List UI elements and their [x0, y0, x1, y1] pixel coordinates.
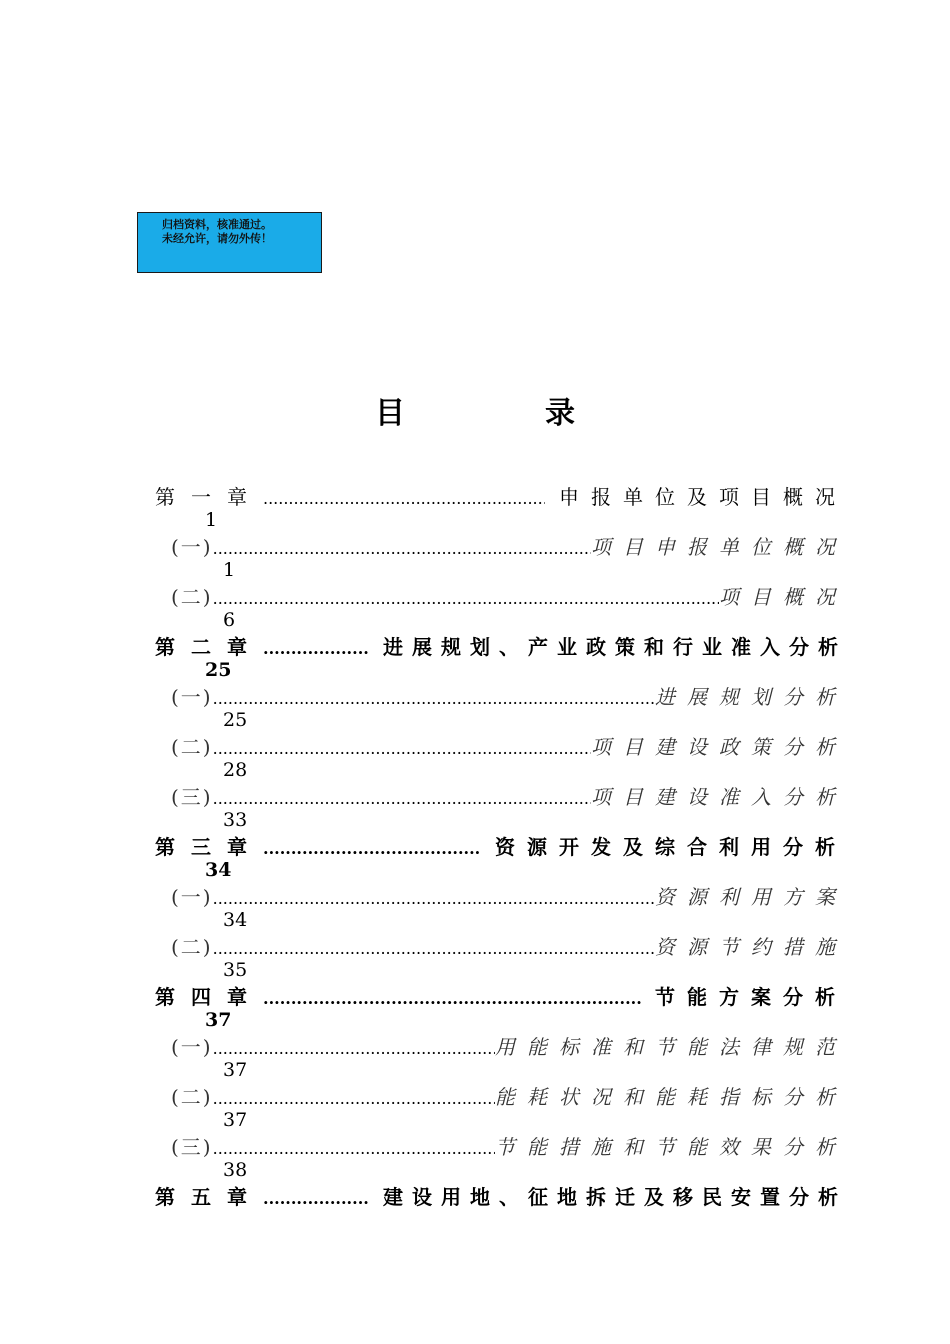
table-of-contents	[155, 480, 847, 1230]
entry-title: 项目概况	[719, 585, 847, 609]
leader-dots	[213, 732, 591, 766]
toc-entry-section[interactable]	[155, 680, 847, 730]
entry-title: 节能措施和节能效果分析	[495, 1135, 847, 1159]
entry-page: 6	[223, 609, 236, 631]
leader-dots	[263, 1182, 369, 1216]
toc-entry-section[interactable]	[155, 530, 847, 580]
entry-title: 节能方案分析	[655, 985, 847, 1009]
entry-title: 能耗状况和能耗指标分析	[495, 1085, 847, 1109]
entry-title: 进展规划分析	[655, 685, 847, 709]
leader-dots	[213, 932, 655, 966]
entry-title: 申报单位及项目概况	[559, 485, 847, 509]
entry-lead: (三)	[171, 1135, 213, 1159]
leader-dots	[213, 1082, 495, 1116]
entry-page: 1	[205, 509, 218, 531]
entry-page: 37	[223, 1059, 248, 1081]
toc-entry-section[interactable]	[155, 880, 847, 930]
stamp-line-1: 归档资料，核准通过。	[162, 218, 272, 231]
entry-page: 35	[223, 959, 248, 981]
toc-entry-chapter[interactable]	[155, 1180, 847, 1230]
entry-page: 25	[223, 709, 248, 731]
leader-dots	[263, 482, 545, 516]
toc-entry-chapter[interactable]	[155, 980, 847, 1030]
entry-lead: (一)	[171, 885, 213, 909]
toc-entry-section[interactable]	[155, 1130, 847, 1180]
entry-title: 进展规划、产业政策和行业准入分析	[383, 635, 847, 659]
entry-title: 项目建设政策分析	[591, 735, 847, 759]
entry-lead: 第四章	[155, 985, 263, 1009]
toc-entry-section[interactable]	[155, 1030, 847, 1080]
entry-page: 37	[223, 1109, 248, 1131]
toc-entry-section[interactable]	[155, 1080, 847, 1130]
leader-dots	[213, 1132, 495, 1166]
leader-dots	[263, 832, 481, 866]
entry-page: 38	[223, 1159, 248, 1181]
leader-dots	[213, 1032, 495, 1066]
entry-title: 资源利用方案	[655, 885, 847, 909]
entry-lead: (二)	[171, 1085, 213, 1109]
entry-page: 33	[223, 809, 248, 831]
archive-stamp	[137, 212, 322, 273]
entry-lead: (二)	[171, 735, 213, 759]
leader-dots	[213, 532, 591, 566]
entry-lead: 第一章	[155, 485, 263, 509]
leader-dots	[263, 982, 641, 1016]
entry-lead: 第三章	[155, 835, 263, 859]
entry-page: 37	[205, 1009, 232, 1031]
entry-page: 34	[223, 909, 248, 931]
toc-heading	[0, 388, 950, 432]
entry-page: 34	[205, 859, 232, 881]
entry-page: 25	[205, 659, 232, 681]
stamp-line-2: 未经允许，请勿外传！	[162, 232, 272, 245]
entry-title: 资源节约措施	[655, 935, 847, 959]
leader-dots	[263, 632, 369, 666]
leader-dots	[213, 882, 655, 916]
leader-dots	[213, 582, 719, 616]
entry-title: 资源开发及综合利用分析	[495, 835, 847, 859]
entry-lead: (二)	[171, 935, 213, 959]
toc-entry-chapter[interactable]	[155, 630, 847, 680]
toc-entry-section[interactable]	[155, 780, 847, 830]
toc-heading-char-2: 录	[545, 396, 575, 431]
entry-lead: (三)	[171, 785, 213, 809]
entry-title: 用能标准和节能法律规范	[495, 1035, 847, 1059]
toc-entry-section[interactable]	[155, 730, 847, 780]
entry-page: 28	[223, 759, 248, 781]
leader-dots	[213, 782, 591, 816]
toc-entry-chapter[interactable]	[155, 830, 847, 880]
entry-lead: (一)	[171, 685, 213, 709]
entry-lead: (一)	[171, 535, 213, 559]
entry-lead: (一)	[171, 1035, 213, 1059]
entry-title: 建设用地、征地拆迁及移民安置分析	[383, 1185, 847, 1209]
entry-lead: 第五章	[155, 1185, 263, 1209]
entry-title: 项目申报单位概况	[591, 535, 847, 559]
toc-entry-section[interactable]	[155, 930, 847, 980]
entry-title: 项目建设准入分析	[591, 785, 847, 809]
leader-dots	[213, 682, 655, 716]
toc-entry-chapter[interactable]	[155, 480, 847, 530]
toc-entry-section[interactable]	[155, 580, 847, 630]
entry-page: 1	[223, 559, 236, 581]
toc-heading-char-1: 目	[375, 396, 405, 431]
entry-lead: (二)	[171, 585, 213, 609]
entry-lead: 第二章	[155, 635, 263, 659]
